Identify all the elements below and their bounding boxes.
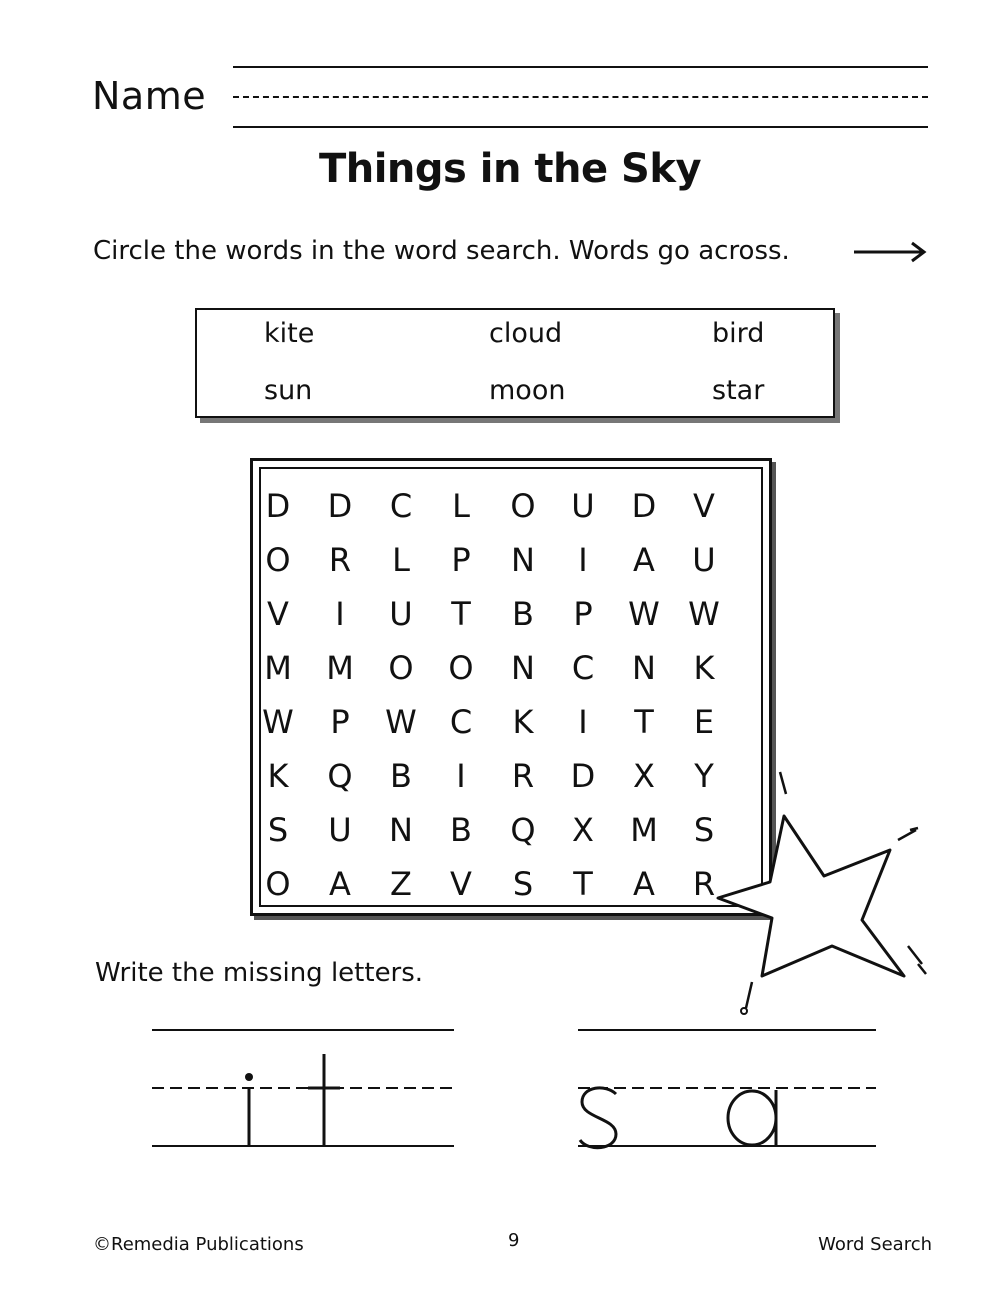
grid-letter[interactable]: I (578, 703, 588, 741)
grid-letter[interactable]: Y (694, 757, 714, 795)
grid-letter[interactable]: R (692, 865, 716, 903)
footer-publisher: ©Remedia Publications (93, 1234, 304, 1255)
grid-letter[interactable]: B (390, 757, 412, 795)
grid-letter[interactable]: I (578, 541, 588, 579)
grid-letter[interactable]: Q (327, 757, 353, 795)
grid-letter[interactable]: R (511, 757, 535, 795)
grid-letter[interactable]: V (267, 595, 289, 633)
word-bank-item: cloud (489, 318, 563, 349)
word-search-inner-border (259, 467, 763, 907)
grid-letter[interactable]: M (264, 649, 292, 687)
grid-letter[interactable]: L (392, 541, 410, 579)
grid-letter[interactable]: K (512, 703, 534, 741)
grid-letter[interactable]: U (389, 595, 413, 633)
grid-letter[interactable]: W (385, 703, 417, 741)
grid-letter[interactable]: C (389, 487, 413, 525)
right-arrow-icon (852, 236, 928, 266)
word-search-grid (250, 458, 772, 916)
word-bank-item: bird (712, 318, 765, 349)
grid-letter[interactable]: Z (390, 865, 412, 903)
grid-letter[interactable]: A (329, 865, 351, 903)
grid-letter[interactable]: W (688, 595, 720, 633)
grid-letter[interactable]: O (448, 649, 474, 687)
grid-letter[interactable]: K (267, 757, 289, 795)
grid-letter[interactable]: B (450, 811, 472, 849)
grid-letter[interactable]: C (571, 649, 595, 687)
grid-letter[interactable]: R (328, 541, 352, 579)
name-top-line (233, 66, 928, 68)
grid-letter[interactable]: T (573, 865, 593, 903)
grid-letter[interactable]: S (693, 811, 715, 849)
grid-letter[interactable]: Q (510, 811, 536, 849)
grid-letter[interactable]: A (633, 865, 655, 903)
missing-letters-instruction: Write the missing letters. (95, 958, 424, 988)
grid-letter[interactable]: D (631, 487, 657, 525)
name-label: Name (92, 74, 207, 118)
name-bottom-line (233, 126, 928, 128)
grid-letter[interactable]: N (389, 811, 413, 849)
grid-letter[interactable]: C (449, 703, 473, 741)
grid-letter[interactable]: N (511, 541, 535, 579)
grid-letter[interactable]: X (633, 757, 655, 795)
grid-letter[interactable]: M (326, 649, 354, 687)
grid-letter[interactable]: W (262, 703, 294, 741)
word-bank (195, 308, 835, 418)
footer-page-number: 9 (508, 1230, 520, 1251)
grid-letter[interactable]: I (335, 595, 345, 633)
grid-letter[interactable]: P (330, 703, 350, 741)
grid-letter[interactable]: A (633, 541, 655, 579)
grid-letter[interactable]: O (388, 649, 414, 687)
word-bank-item: star (712, 375, 765, 406)
grid-letter[interactable]: O (510, 487, 536, 525)
grid-letter[interactable]: D (265, 487, 291, 525)
grid-letter[interactable]: U (692, 541, 716, 579)
grid-letter[interactable]: S (512, 865, 534, 903)
grid-letter[interactable]: L (452, 487, 470, 525)
handwriting-practice[interactable] (148, 1022, 888, 1162)
grid-letter[interactable]: V (450, 865, 472, 903)
grid-letter[interactable]: P (451, 541, 471, 579)
name-dashed-line[interactable] (233, 96, 928, 98)
grid-letter[interactable]: I (456, 757, 466, 795)
grid-letter[interactable]: T (634, 703, 654, 741)
page-title: Things in the Sky (318, 146, 702, 192)
grid-letter[interactable]: W (628, 595, 660, 633)
word-bank-item: sun (264, 375, 313, 406)
grid-letter[interactable]: B (512, 595, 534, 633)
grid-letter[interactable]: K (693, 649, 715, 687)
instruction-text: Circle the words in the word search. Words go across. (93, 236, 790, 266)
grid-letter[interactable]: O (265, 865, 291, 903)
star-icon (712, 768, 932, 1018)
grid-letter[interactable]: P (573, 595, 593, 633)
word-bank-item: kite (264, 318, 315, 349)
grid-letter[interactable]: O (265, 541, 291, 579)
grid-letter[interactable]: U (328, 811, 352, 849)
grid-letter[interactable]: M (630, 811, 658, 849)
grid-letter[interactable]: X (572, 811, 594, 849)
grid-letter[interactable]: N (632, 649, 656, 687)
grid-letter[interactable]: U (571, 487, 595, 525)
grid-letter[interactable]: D (327, 487, 353, 525)
grid-letter[interactable]: S (267, 811, 289, 849)
grid-letter[interactable]: D (570, 757, 596, 795)
word-bank-item: moon (489, 375, 566, 406)
grid-letter[interactable]: V (693, 487, 715, 525)
grid-letter[interactable]: T (451, 595, 471, 633)
grid-letter[interactable]: E (693, 703, 715, 741)
footer-section: Word Search (818, 1234, 932, 1255)
grid-letter[interactable]: N (511, 649, 535, 687)
